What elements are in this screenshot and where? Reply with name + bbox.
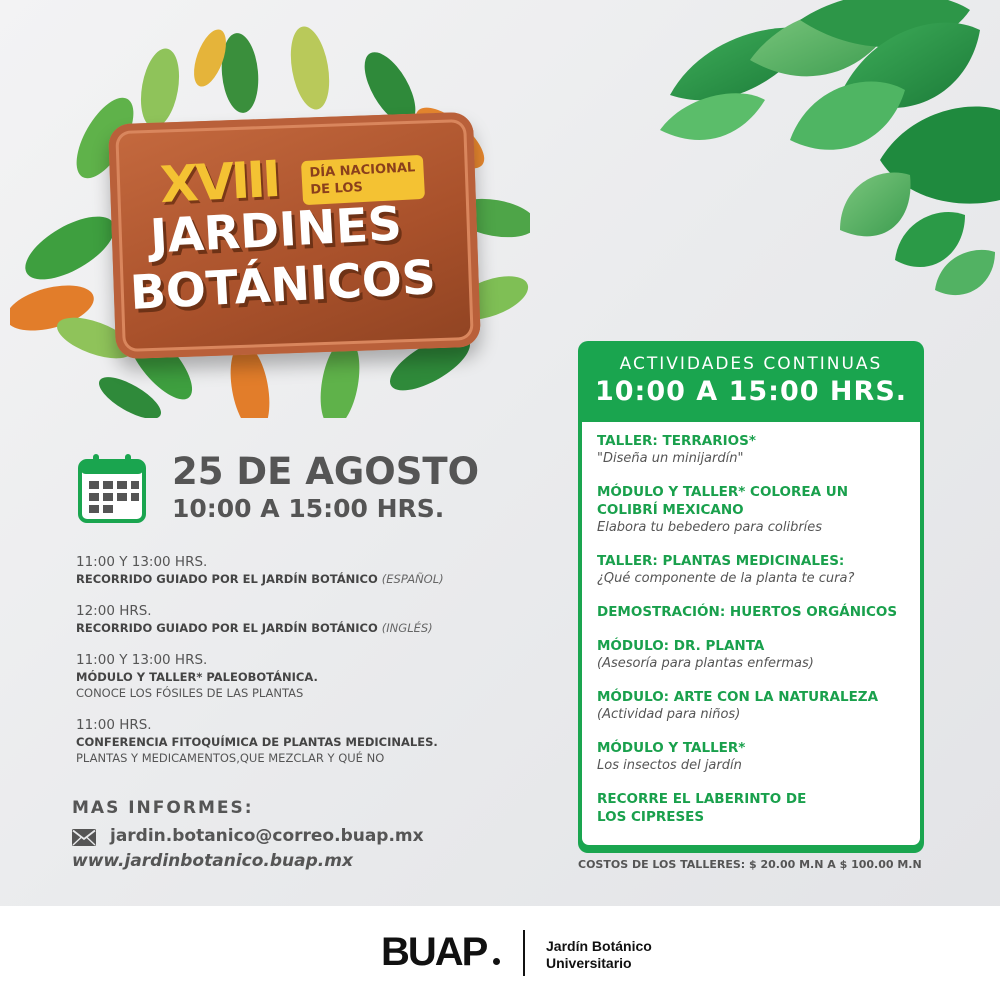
schedule-title: RECORRIDO GUIADO POR EL JARDÍN BOTÁNICO (INGLÉS): [76, 621, 433, 635]
activity-item: [597, 688, 910, 723]
schedule-title: MÓDULO Y TALLER* PALEOBOTÁNICA.: [76, 670, 318, 684]
logo-roman-numeral: XVIII: [158, 149, 280, 215]
activity-desc: (Asesoría para plantas enfermas): [597, 656, 814, 671]
logo-title-line1: JARDINES: [148, 196, 404, 265]
schedule-item: [76, 717, 546, 766]
footer: [0, 906, 1000, 1000]
calendar-icon: [78, 453, 146, 523]
footer-unit-name: [546, 938, 652, 972]
activity-title: DEMOSTRACIÓN: HUERTOS ORGÁNICOS: [597, 604, 898, 620]
schedule-item: [76, 554, 546, 587]
logo-tag-line2: DE LOS: [310, 180, 364, 198]
leaves-decoration-icon: [640, 0, 1000, 305]
schedule-title: RECORRIDO GUIADO POR EL JARDÍN BOTÁNICO (ESPAÑOL): [76, 572, 444, 586]
activity-item: [597, 432, 910, 467]
event-date: 25 DE AGOSTO: [172, 450, 480, 493]
schedule-note: (ESPAÑOL): [381, 572, 444, 586]
activity-title: TALLER: TERRARIOS*: [597, 433, 756, 449]
event-logo: [10, 18, 530, 418]
event-hours: 10:00 A 15:00 HRS.: [172, 494, 445, 523]
activity-desc: (Actividad para niños): [597, 707, 741, 722]
footer-unit-line1: Jardín Botánico: [546, 938, 652, 954]
activity-item: [597, 790, 827, 826]
schedule-note: (INGLÉS): [381, 621, 433, 635]
activity-item: [597, 552, 910, 587]
schedule-title: CONFERENCIA FITOQUÍMICA DE PLANTAS MEDICINALES.: [76, 735, 438, 749]
schedule-time: 11:00 HRS.: [76, 717, 152, 733]
schedule-subtitle: PLANTAS Y MEDICAMENTOS,QUE MEZCLAR Y QUÉ NO: [76, 751, 385, 765]
activity-item: [597, 603, 910, 621]
activity-title: MÓDULO Y TALLER* COLOREA UN COLIBRÍ MEXICANO: [597, 484, 849, 518]
schedule-item: [76, 652, 546, 701]
mail-icon: [72, 829, 96, 846]
workshop-costs: COSTOS DE LOS TALLERES: $ 20.00 M.N A $ 100.00 M.N: [578, 858, 922, 871]
schedule-time: 12:00 HRS.: [76, 603, 152, 619]
footer-unit-line2: Universitario: [546, 955, 632, 971]
activity-title: MÓDULO: DR. PLANTA: [597, 638, 765, 654]
logo-tag-line1: DÍA NACIONAL: [309, 160, 416, 181]
buap-logo-dot: [493, 958, 500, 965]
schedule-time: 11:00 Y 13:00 HRS.: [76, 652, 208, 668]
info-website[interactable]: www.jardinbotanico.buap.mx: [72, 851, 353, 871]
schedule-time: 11:00 Y 13:00 HRS.: [76, 554, 208, 570]
info-heading: MAS INFORMES:: [72, 798, 254, 818]
info-email[interactable]: jardin.botanico@correo.buap.mx: [110, 826, 424, 846]
activities-header: [582, 345, 920, 422]
activity-desc: Los insectos del jardín: [597, 758, 742, 773]
activity-desc: ¿Qué componente de la planta te cura?: [597, 571, 855, 586]
schedule-subtitle: CONOCE LOS FÓSILES DE LAS PLANTAS: [76, 686, 304, 700]
footer-divider: [523, 930, 525, 976]
activities-hours: 10:00 A 15:00 HRS.: [594, 376, 908, 407]
buap-logo: BUAP: [381, 930, 487, 974]
activities-panel: [578, 341, 924, 853]
activity-title: MÓDULO: ARTE CON LA NATURALEZA: [597, 689, 879, 705]
activity-title: MÓDULO Y TALLER*: [597, 740, 746, 756]
activity-item: [597, 637, 910, 672]
activity-title: RECORRE EL LABERINTO DE LOS CIPRESES: [597, 791, 807, 825]
logo-title-line2: BOTÁNICOS: [128, 250, 437, 321]
activity-desc: "Diseña un minijardín": [597, 451, 744, 466]
activities-list: [582, 422, 920, 845]
activity-title: TALLER: PLANTAS MEDICINALES:: [597, 553, 845, 569]
activity-item: [597, 483, 910, 536]
activities-heading: ACTIVIDADES CONTINUAS: [619, 354, 883, 374]
schedule-item: [76, 603, 546, 636]
activity-item: [597, 739, 910, 774]
schedule-list: [76, 554, 546, 782]
activity-desc: Elabora tu bebedero para colibríes: [597, 520, 823, 535]
